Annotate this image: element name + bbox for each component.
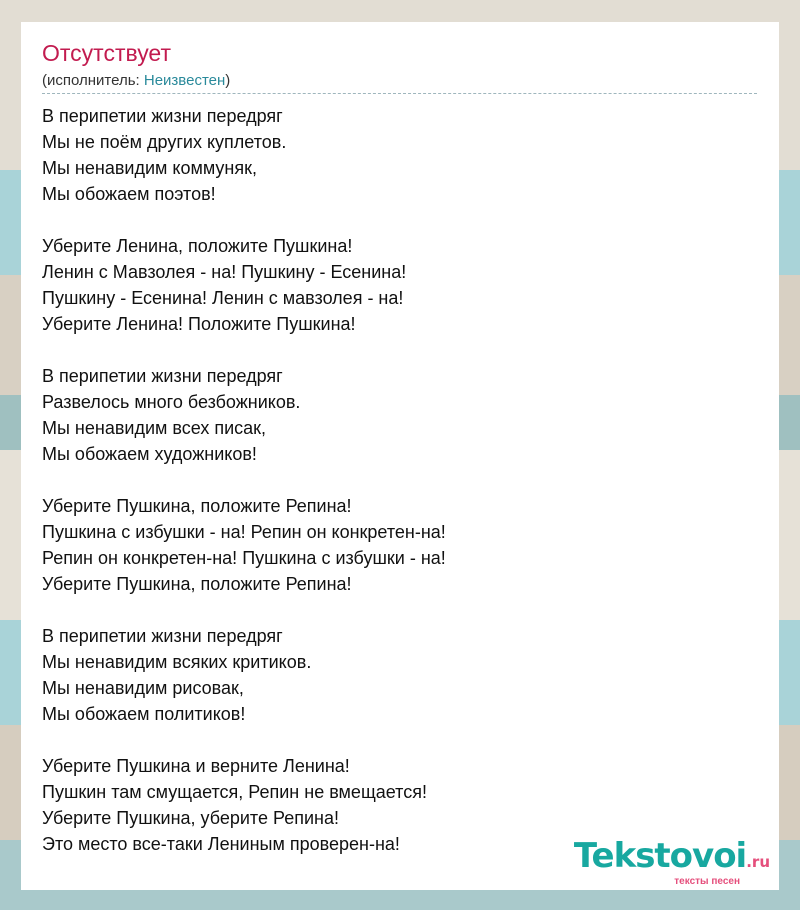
artist-line <box>42 71 757 94</box>
lyric-line: Мы ненавидим рисовак, <box>42 678 244 698</box>
lyric-line: Уберите Пушкина, положите Репина! <box>42 574 352 594</box>
stanza-gap <box>42 207 757 233</box>
lyric-line: Уберите Пушкина и верните Ленина! <box>42 756 350 776</box>
lyrics-card <box>21 22 779 890</box>
artist-link[interactable]: Неизвестен <box>143 72 226 89</box>
logo-tagline: тексты песен <box>674 876 740 887</box>
stanza-gap <box>42 337 757 363</box>
artist-prefix: (исполнитель: <box>42 72 144 89</box>
lyric-line: Пушкин там смущается, Репин не вмещается! <box>42 782 427 802</box>
lyric-line: Мы обожаем художников! <box>42 444 257 464</box>
lyric-line: Мы ненавидим всяких критиков. <box>42 652 312 672</box>
lyric-line: Уберите Пушкина, положите Репина! <box>42 496 352 516</box>
artist-suffix: ) <box>225 72 231 89</box>
lyric-line: Мы ненавидим коммуняк, <box>42 158 257 178</box>
lyric-line: Репин он конкретен-на! Пушкина с избушки - на! <box>42 548 446 568</box>
logo-wordmark <box>574 838 770 880</box>
lyrics-text <box>42 103 757 857</box>
logo-suffix: .ru <box>746 853 770 871</box>
lyric-line: Пушкину - Есенина! Ленин с мавзолея - на! <box>42 288 404 308</box>
lyric-line: Пушкина с избушки - на! Репин он конкретен-на! <box>42 522 446 542</box>
lyric-line: Мы обожаем поэтов! <box>42 184 216 204</box>
lyric-line: Ленин с Мавзолея - на! Пушкину - Есенина! <box>42 262 407 282</box>
lyric-line: Уберите Пушкина, уберите Репина! <box>42 808 339 828</box>
song-title: Отсутствует <box>42 40 171 66</box>
lyric-line: Мы обожаем политиков! <box>42 704 246 724</box>
site-logo[interactable] <box>574 838 770 888</box>
lyric-line: Уберите Ленина! Положите Пушкина! <box>42 314 356 334</box>
lyric-line: В перипетии жизни передряг <box>42 366 283 386</box>
lyric-line: В перипетии жизни передряг <box>42 626 283 646</box>
lyric-line: Мы ненавидим всех писак, <box>42 418 267 438</box>
stanza-gap <box>42 597 757 623</box>
lyric-line: Уберите Ленина, положите Пушкина! <box>42 236 353 256</box>
lyric-line: Развелось много безбожников. <box>42 392 301 412</box>
stanza-gap <box>42 727 757 753</box>
lyric-line: В перипетии жизни передряг <box>42 106 283 126</box>
logo-main-text: Tekstovoi <box>573 836 747 876</box>
lyric-line: Это место все-таки Лениным проверен-на! <box>42 834 400 854</box>
lyric-line: Мы не поём других куплетов. <box>42 132 287 152</box>
stanza-gap <box>42 467 757 493</box>
